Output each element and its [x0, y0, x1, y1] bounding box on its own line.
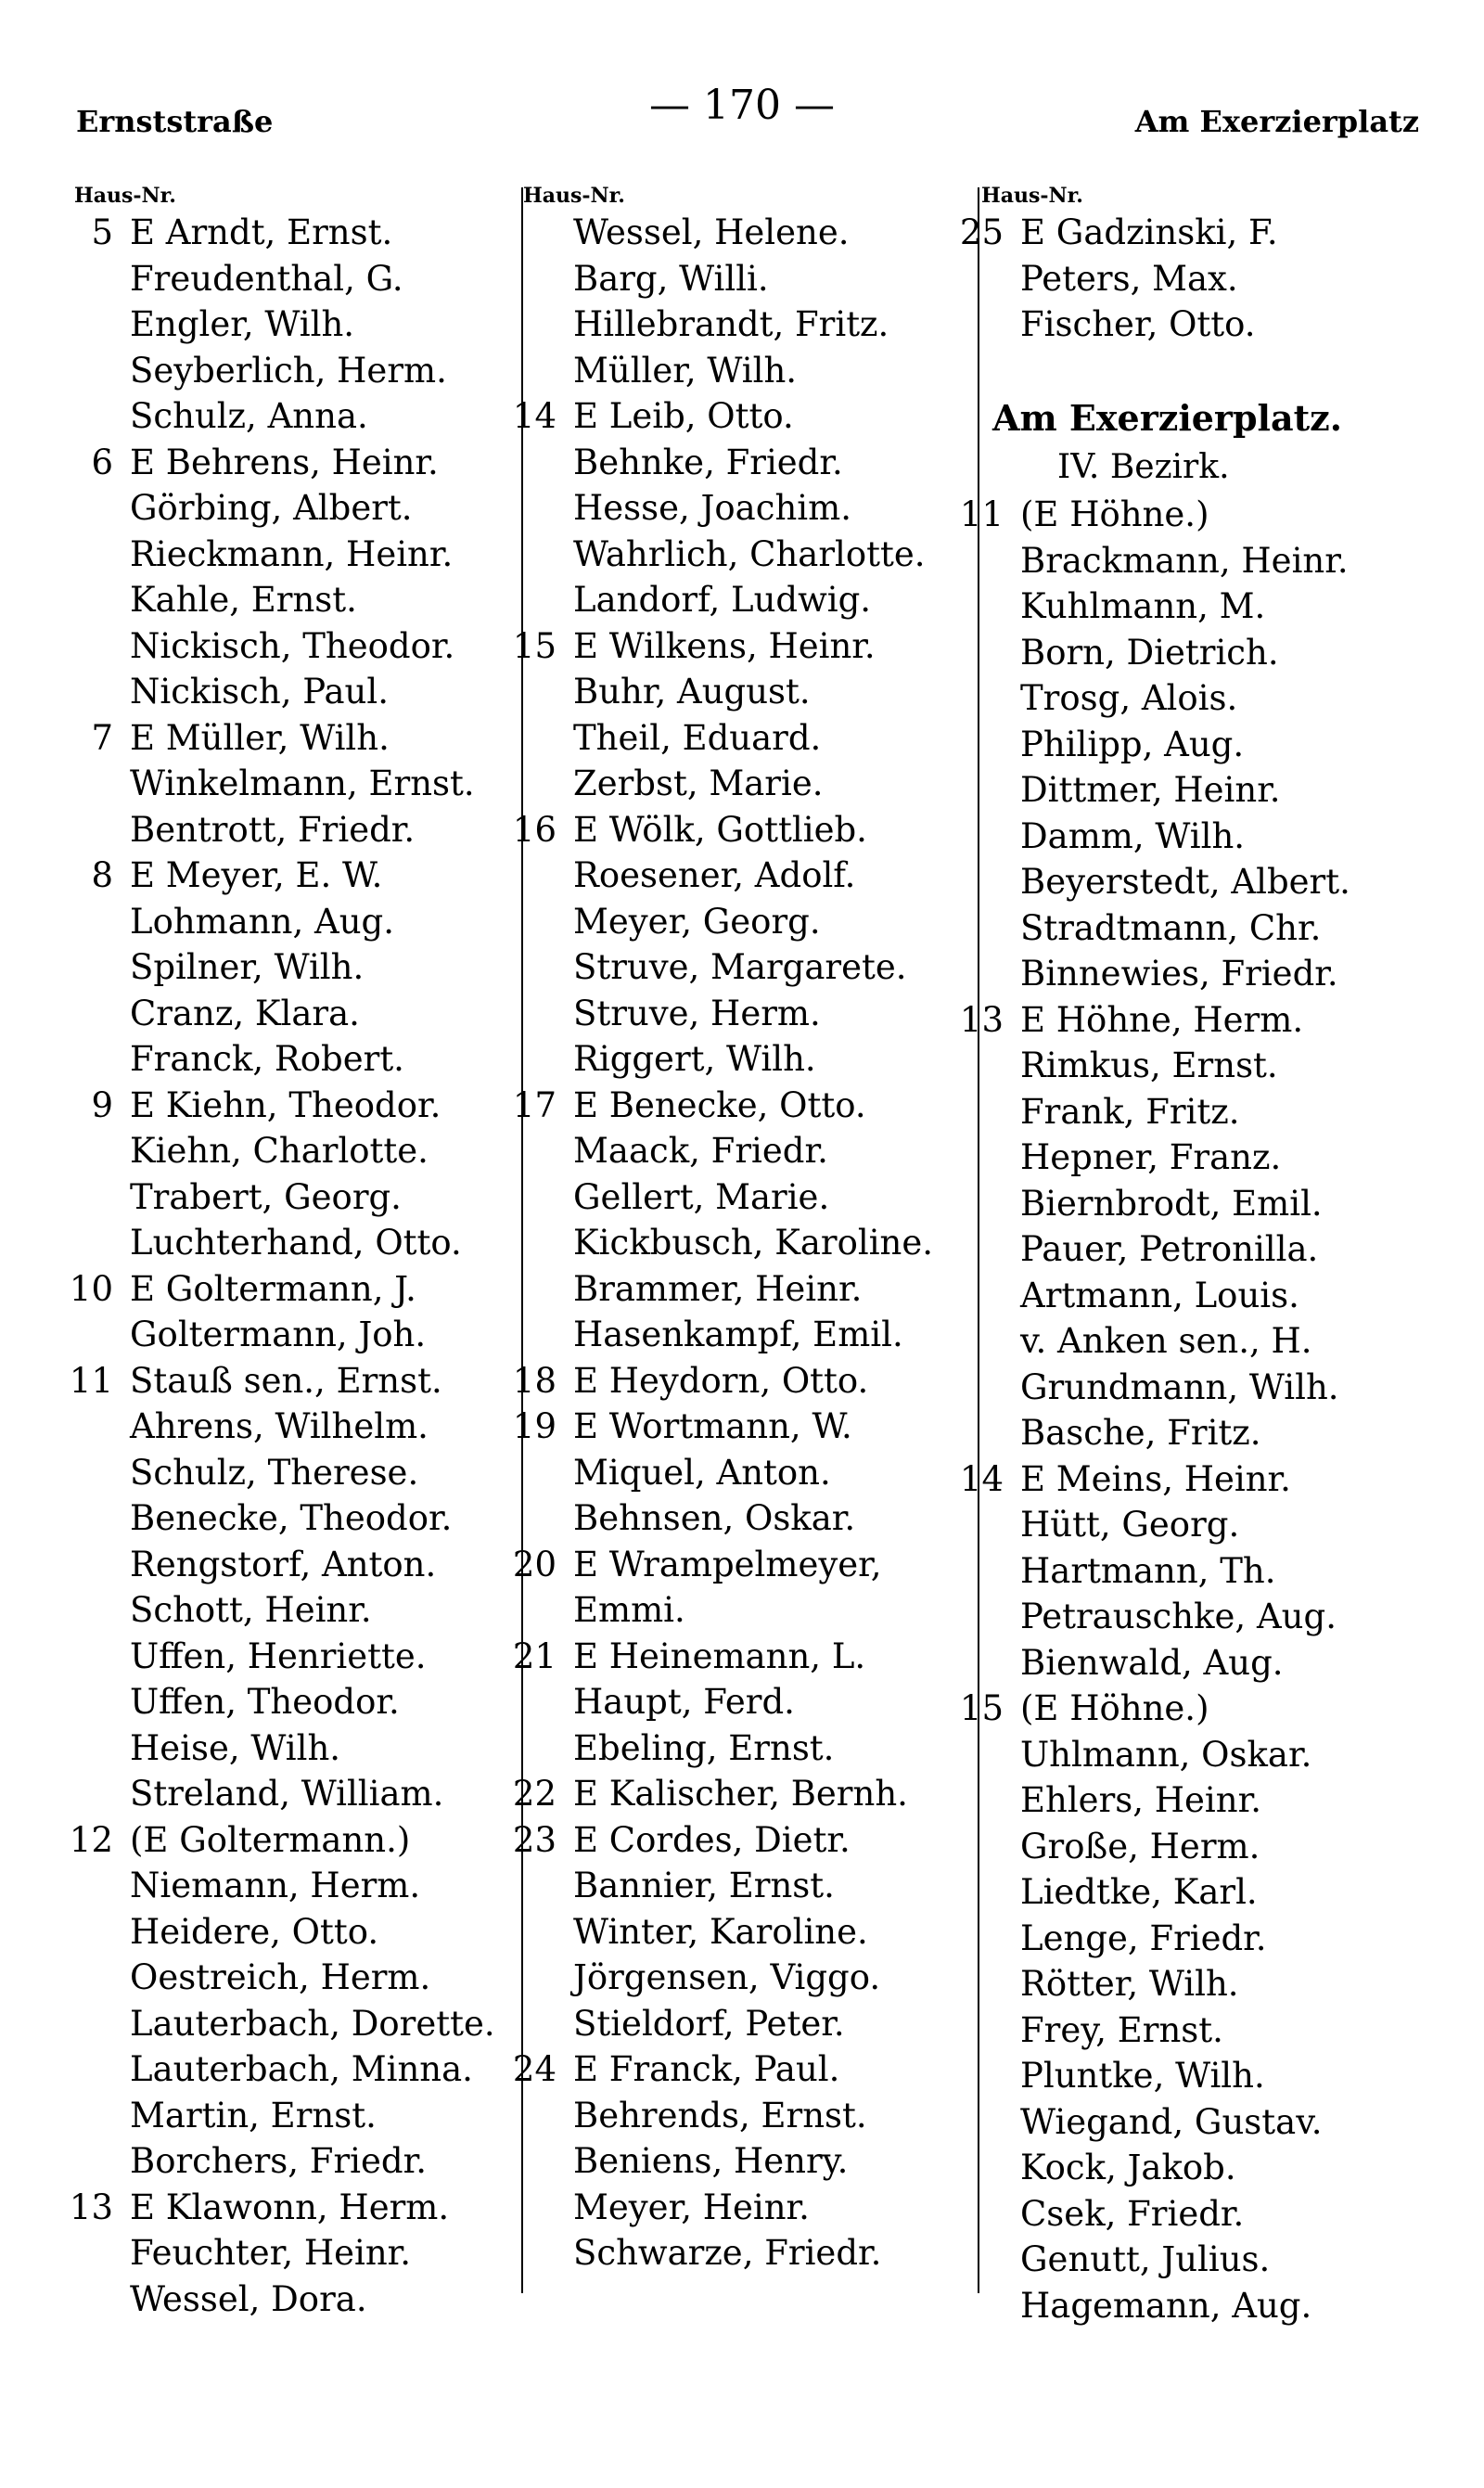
house-number: 5 — [91, 212, 113, 252]
directory-entry — [939, 1502, 1342, 1548]
house-number: 18 — [512, 1360, 556, 1401]
resident-name: Niemann, Herm. — [130, 1866, 421, 1905]
resident-name: Liedtke, Karl. — [1020, 1872, 1258, 1912]
resident-name: Behrends, Ernst. — [573, 2095, 867, 2135]
resident-name: Zerbst, Marie. — [573, 763, 824, 803]
resident-name: Beniens, Henry. — [573, 2141, 849, 2181]
resident-name: E Gadzinski, F. — [1020, 212, 1278, 252]
resident-name: E Klawonn, Herm. — [130, 2187, 450, 2227]
section-gap — [939, 348, 1342, 394]
resident-name: Artmann, Louis. — [1020, 1275, 1299, 1315]
resident-name: Maack, Friedr. — [573, 1131, 828, 1171]
directory-entry — [939, 1226, 1342, 1273]
resident-name: Trabert, Georg. — [130, 1176, 402, 1217]
resident-name: Engler, Wilh. — [130, 304, 355, 344]
resident-name: Beyerstedt, Albert. — [1020, 862, 1350, 902]
directory-entry — [939, 1181, 1342, 1227]
directory-entry — [939, 675, 1342, 722]
resident-name: E Kiehn, Theodor. — [130, 1084, 441, 1125]
directory-entry — [939, 2145, 1342, 2191]
resident-name: E Behrens, Heinr. — [130, 442, 439, 482]
column-divider — [521, 187, 523, 2293]
resident-name: Hillebrandt, Fritz. — [573, 304, 889, 344]
resident-name: Stieldorf, Peter. — [573, 2003, 845, 2044]
directory-entry — [939, 1777, 1342, 1824]
resident-name: Franck, Robert. — [130, 1039, 404, 1079]
resident-name: Meyer, Georg. — [573, 901, 821, 942]
resident-name: Schulz, Therese. — [130, 1452, 419, 1493]
resident-name: Heidere, Otto. — [130, 1911, 379, 1952]
resident-name: E Müller, Wilh. — [130, 717, 390, 758]
resident-name: Müller, Wilh. — [573, 350, 798, 391]
directory-entry — [939, 1273, 1342, 1319]
directory-entry — [939, 538, 1349, 584]
resident-name: Hagemann, Aug. — [1020, 2285, 1312, 2326]
directory-entry — [939, 1824, 1342, 1870]
resident-name: Riggert, Wilh. — [573, 1039, 816, 1079]
directory-entry — [939, 584, 1342, 630]
resident-name: Borchers, Friedr. — [130, 2141, 427, 2181]
resident-name: E Wrampelmeyer, — [573, 1544, 882, 1584]
resident-name: Streland, William. — [130, 1774, 444, 1814]
resident-name: E Heinemann, L. — [573, 1635, 866, 1676]
resident-name: Schwarze, Friedr. — [573, 2233, 882, 2273]
resident-name: Feuchter, Heinr. — [130, 2233, 412, 2273]
directory-entry — [939, 1089, 1342, 1135]
directory-entry — [939, 492, 1342, 538]
resident-name: E Leib, Otto. — [573, 396, 794, 436]
resident-name: Pauer, Petronilla. — [1020, 1229, 1319, 1269]
resident-name: Lenge, Friedr. — [1020, 1917, 1267, 1958]
resident-name: Meyer, Heinr. — [573, 2187, 810, 2227]
resident-name: Bienwald, Aug. — [1020, 1642, 1284, 1683]
resident-name: Wahrlich, Charlotte. — [573, 533, 926, 574]
resident-name: Goltermann, Joh. — [130, 1315, 427, 1354]
house-number: 10 — [69, 1268, 113, 1309]
resident-name: Benecke, Theodor. — [130, 1498, 453, 1538]
house-number: 19 — [512, 1406, 556, 1446]
resident-name: Lauterbach, Minna. — [130, 2049, 473, 2089]
resident-name: Lohmann, Aug. — [130, 901, 394, 942]
resident-name: Seyberlich, Herm. — [130, 350, 447, 391]
house-number: 16 — [512, 809, 556, 850]
resident-name: Hasenkampf, Emil. — [573, 1315, 903, 1354]
directory-entry — [939, 1686, 1342, 1732]
resident-name: E Goltermann, J. — [130, 1268, 416, 1309]
resident-name: Born, Dietrich. — [1020, 632, 1279, 673]
resident-name: Philipp, Aug. — [1020, 724, 1245, 764]
directory-entry — [939, 997, 1342, 1044]
directory-entry — [939, 1640, 1342, 1686]
resident-name: Winter, Karoline. — [573, 1911, 868, 1952]
resident-name: Rötter, Wilh. — [1020, 1964, 1239, 2004]
resident-name: Stradtmann, Chr. — [1020, 907, 1322, 948]
resident-name: Wessel, Dora. — [130, 2278, 367, 2319]
house-number: 21 — [512, 1635, 556, 1676]
directory-entry — [939, 859, 1350, 905]
resident-name: Görbing, Albert. — [130, 488, 413, 528]
resident-name: Oestreich, Herm. — [130, 1957, 431, 1997]
resident-name: E Kalischer, Bernh. — [573, 1774, 908, 1814]
resident-name: E Arndt, Ernst. — [130, 212, 393, 252]
resident-name: E Wortmann, W. — [573, 1406, 852, 1446]
resident-name: Damm, Wilh. — [1020, 815, 1246, 856]
resident-name: Nickisch, Paul. — [130, 672, 389, 712]
resident-name: E Meins, Heinr. — [1020, 1458, 1291, 1499]
page-number: — 170 — — [649, 82, 835, 129]
house-number: 15 — [512, 625, 556, 666]
directory-entry — [939, 1318, 1342, 1365]
directory-entry — [939, 1916, 1342, 1962]
resident-name: Trosg, Alois. — [1020, 678, 1238, 718]
resident-name: Peters, Max. — [1020, 258, 1238, 299]
directory-entry — [939, 1594, 1342, 1640]
house-number: 24 — [512, 2049, 556, 2089]
directory-entry — [939, 2053, 1342, 2099]
directory-entry — [939, 1410, 1342, 1456]
directory-entry — [939, 951, 1342, 997]
resident-name: Kock, Jakob. — [1020, 2148, 1236, 2187]
house-number: 17 — [512, 1084, 556, 1125]
house-number: 23 — [512, 1819, 556, 1860]
house-number: 12 — [69, 1819, 113, 1860]
resident-name: Bannier, Ernst. — [573, 1866, 835, 1905]
resident-name: Kuhlmann, M. — [1020, 586, 1266, 626]
resident-name: Buhr, August. — [573, 672, 811, 712]
house-number: 14 — [959, 1458, 1004, 1499]
house-number: 25 — [959, 212, 1004, 252]
directory-entry — [939, 301, 1342, 348]
house-number: 13 — [959, 999, 1004, 1040]
directory-entry — [939, 905, 1342, 952]
resident-name: Kickbusch, Karoline. — [573, 1223, 934, 1263]
resident-name: Winkelmann, Ernst. — [130, 763, 475, 803]
resident-name: Barg, Willi. — [573, 258, 769, 299]
column-3 — [939, 210, 1350, 2328]
section-title: Am Exerzierplatz. — [992, 397, 1342, 439]
resident-name: Hütt, Georg. — [1020, 1505, 1240, 1545]
directory-entry — [939, 1135, 1342, 1181]
resident-name: E Meyer, E. W. — [130, 855, 383, 895]
resident-name: Behnke, Friedr. — [573, 442, 843, 482]
resident-name: Gellert, Marie. — [573, 1176, 830, 1217]
directory-entry — [939, 814, 1342, 860]
resident-name: Uffen, Henriette. — [130, 1635, 427, 1676]
resident-name: Csek, Friedr. — [1020, 2193, 1245, 2234]
resident-name: Dittmer, Heinr. — [1020, 770, 1281, 810]
resident-name: E Wölk, Gottlieb. — [573, 809, 867, 850]
column-header-house-number: Haus-Nr. — [523, 184, 625, 208]
house-number: 15 — [959, 1688, 1004, 1728]
resident-name: Frank, Fritz. — [1020, 1091, 1240, 1132]
resident-name: Behnsen, Oskar. — [573, 1498, 856, 1538]
house-number: 20 — [512, 1544, 556, 1584]
house-number: 6 — [91, 442, 113, 482]
resident-name: Brammer, Heinr. — [573, 1268, 863, 1309]
directory-entry — [939, 630, 1342, 676]
resident-name: Struve, Margarete. — [573, 947, 907, 987]
resident-name: Hartmann, Th. — [1020, 1550, 1276, 1591]
directory-entry — [939, 256, 1342, 302]
resident-name: Landorf, Ludwig. — [573, 580, 872, 620]
resident-name: Hepner, Franz. — [1020, 1137, 1282, 1177]
running-header-left: Ernststraße — [76, 104, 274, 139]
resident-name: Struve, Herm. — [573, 993, 821, 1033]
resident-name: Jörgensen, Viggo. — [573, 1957, 881, 1997]
resident-name: Rengstorf, Anton. — [130, 1544, 437, 1584]
resident-name: Nickisch, Theodor. — [130, 625, 455, 666]
column-header-house-number: Haus-Nr. — [981, 184, 1083, 208]
resident-name: Uhlmann, Oskar. — [1020, 1734, 1312, 1775]
directory-entry — [939, 210, 1342, 256]
resident-name: (E Höhne.) — [1020, 494, 1209, 534]
resident-name: Miquel, Anton. — [573, 1452, 831, 1493]
directory-entry — [939, 1365, 1342, 1411]
directory-entry — [939, 2007, 1342, 2054]
resident-name: Hesse, Joachim. — [573, 488, 851, 528]
house-number: 8 — [91, 855, 113, 895]
resident-name: (E Höhne.) — [1020, 1688, 1209, 1728]
resident-name: Petrauschke, Aug. — [1020, 1597, 1337, 1636]
house-number: 7 — [91, 717, 113, 758]
resident-name: E Wilkens, Heinr. — [573, 625, 876, 666]
directory-entry — [939, 1548, 1342, 1595]
resident-name: Haupt, Ferd. — [573, 1682, 795, 1722]
house-number: 14 — [512, 396, 556, 436]
resident-name: Roesener, Adolf. — [573, 855, 856, 895]
directory-entry — [939, 2283, 1342, 2329]
resident-name: Wessel, Helene. — [573, 212, 850, 252]
resident-name: Brackmann, Heinr. — [1020, 540, 1349, 581]
resident-name: (E Goltermann.) — [130, 1819, 411, 1860]
column-header-house-number: Haus-Nr. — [74, 184, 176, 208]
resident-name: Genutt, Julius. — [1020, 2239, 1271, 2279]
resident-name: E Benecke, Otto. — [573, 1084, 866, 1125]
district-label: IV. Bezirk. — [1057, 448, 1230, 486]
resident-name: E Cordes, Dietr. — [573, 1819, 851, 1860]
resident-name: Rieckmann, Heinr. — [130, 533, 454, 574]
resident-name: Binnewies, Friedr. — [1020, 954, 1338, 994]
resident-name: Frey, Ernst. — [1020, 2009, 1223, 2050]
resident-name: Ehlers, Heinr. — [1020, 1780, 1261, 1820]
directory-entry — [939, 767, 1342, 814]
resident-name: Grundmann, Wilh. — [1020, 1366, 1339, 1407]
resident-name: Spilner, Wilh. — [130, 947, 365, 987]
resident-name: v. Anken sen., H. — [1020, 1321, 1312, 1361]
resident-name: Wiegand, Gustav. — [1020, 2101, 1323, 2142]
directory-entry — [939, 722, 1342, 768]
directory-entry — [939, 1961, 1342, 2007]
resident-name: Große, Herm. — [1020, 1826, 1260, 1866]
resident-name: Fischer, Otto. — [1020, 304, 1256, 344]
directory-entry — [939, 1732, 1342, 1778]
resident-name: Bentrott, Friedr. — [130, 809, 416, 850]
house-number: 22 — [512, 1774, 556, 1814]
resident-name: Cranz, Klara. — [130, 993, 360, 1033]
house-number: 9 — [91, 1084, 113, 1125]
resident-name: Schulz, Anna. — [130, 396, 368, 436]
resident-name: Kiehn, Charlotte. — [130, 1131, 429, 1171]
resident-name: Stauß sen., Ernst. — [130, 1360, 442, 1401]
resident-name: Heise, Wilh. — [130, 1727, 341, 1768]
resident-name: Schott, Heinr. — [130, 1590, 372, 1630]
resident-name: Pluntke, Wilh. — [1020, 2056, 1265, 2096]
resident-name: Ebeling, Ernst. — [573, 1727, 835, 1768]
resident-name: Rimkus, Ernst. — [1020, 1045, 1278, 1085]
resident-name: Ahrens, Wilhelm. — [130, 1406, 429, 1446]
resident-name: Martin, Ernst. — [130, 2095, 377, 2135]
directory-entry — [939, 2237, 1342, 2283]
directory-entry — [939, 1456, 1342, 1503]
resident-name: E Franck, Paul. — [573, 2049, 840, 2089]
resident-name: Theil, Eduard. — [573, 717, 822, 758]
resident-name: E Heydorn, Otto. — [573, 1360, 869, 1401]
resident-name: Luchterhand, Otto. — [130, 1223, 462, 1263]
running-header-right: Am Exerzierplatz — [1134, 104, 1419, 139]
directory-entry — [939, 2191, 1342, 2238]
directory-entry — [939, 1869, 1342, 1916]
house-number: 13 — [69, 2187, 113, 2227]
house-number: 11 — [69, 1360, 113, 1401]
resident-name: Emmi. — [573, 1590, 685, 1630]
resident-name: Kahle, Ernst. — [130, 580, 357, 620]
resident-name: Uffen, Theodor. — [130, 1682, 400, 1722]
resident-name: Basche, Fritz. — [1020, 1413, 1261, 1453]
directory-entry — [939, 1043, 1342, 1089]
resident-name: Lauterbach, Dorette. — [130, 2003, 495, 2044]
directory-entry — [939, 2099, 1342, 2146]
house-number: 11 — [959, 494, 1004, 534]
resident-name: E Höhne, Herm. — [1020, 999, 1304, 1040]
resident-name: Biernbrodt, Emil. — [1020, 1183, 1323, 1224]
resident-name: Freudenthal, G. — [130, 258, 403, 299]
